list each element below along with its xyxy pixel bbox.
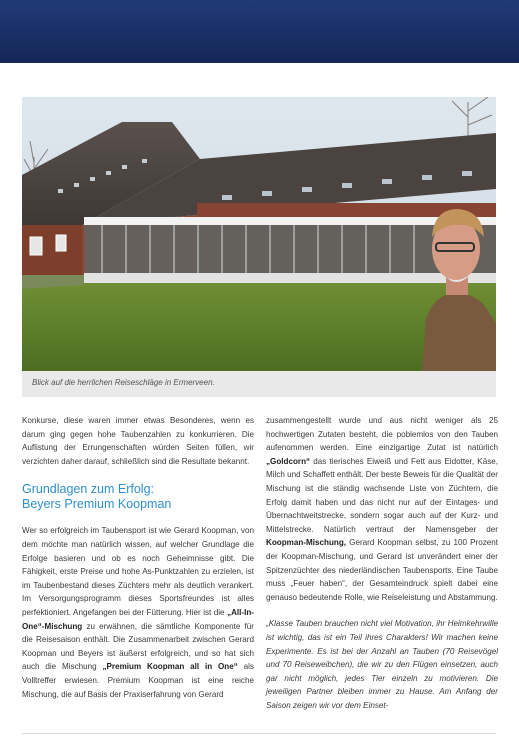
right-text-3: Gerard Koopman selbst, zu 100 Prozent der Koopman-Mischung, und Gerard ist unverändert einer der Spitzenzüchter des niederländischen Taubensports. Eine Taube muss „Feuer haben“, der Gesamteindruck spielt dabei eine genauso bedeutende Rolle, wie Reiseleistung und Abstammung.	[266, 538, 498, 602]
right-paragraph	[266, 414, 498, 604]
left-column	[22, 414, 254, 701]
goldcorn-term: „Goldcorn“	[266, 456, 311, 466]
section-heading-line2: Beyers Premium Koopman	[22, 497, 172, 512]
loft-photo	[22, 97, 496, 371]
photo-caption: Blick auf die herrlichen Reiseschläge in Ermerveen.	[22, 371, 496, 397]
body-text-3: als Volltreffer erwiesen. Premium Koopman ist eine reiche Mischung, die auf Basis der Praxiserfahrung von Gerard	[22, 662, 254, 699]
koopman-mix-term: Koopman-Mischung,	[266, 538, 347, 548]
body-text-2: zu erwähnen, die sämtliche Komponente für die Reisesaison enthält. Die Zusammenarbeit zwischen Gerard Koopman und Beyers ist äußerst erfolgreich, und so hat sich auch die Mischung	[22, 621, 254, 672]
all-in-one-mix: „All-In-One“-Mischung	[22, 607, 254, 631]
section-heading-line1: Grundlagen zum Erfolg:	[22, 482, 155, 497]
header-band	[0, 0, 519, 63]
body-text-1: Wer so erfolgreich im Taubensport ist wie Gerard Koopman, von dem möchte man natürlich wissen, auf welcher Grundlage die Erfolge basieren und ob es noch Geheimnisse gibt. Die Fähigkeit, erste Preise und hohe As-Punktzahlen zu erzielen, ist im Taubenbestand dieses Züchters mehr als deutlich verankert. Im Versorgungsprogramm dieses Sportsfreundes ist alles perfektioniert. Angefangen bei der Fütterung. Hier ist die	[22, 526, 254, 617]
right-text-1: zusammengestellt wurde und aus nicht weniger als 25 hochwertigen Zutaten besteht, die poblemlos von den Tauben aufenommen werden. Eine einzigartige Zutat ist natürlich	[266, 416, 498, 453]
right-text-2: das tierisches Eiweiß und Fett aus Eidotter, Käse, Milch und Schaffett enthält. Der beste Beweis für die Qualität der Mischung ist die ständig wachsende Liste von Züchtern, die Erfolg damit haben und das nicht nur auf der Eintages- und Übernachtweitstrecke, sondern sogar auch auf der Kurz- und Mittelstrecke. Natürlich vertraut der Namensgeber der	[266, 456, 498, 534]
section-heading	[22, 482, 254, 512]
body-paragraph	[22, 524, 254, 701]
intro-paragraph: Konkurse, diese waren immer etwas Besonderes, wenn es darum ging gegen hohe Taubenzahlen zu konkurrieren. Die Auflistung der Errungenschaften würden Seiten füllen, wir verzichten daher darauf, schließlich sind die Resultate bekannt.	[22, 416, 254, 466]
bottom-divider	[22, 733, 496, 734]
premium-koopman-mix: „Premium Koopman all in One“	[102, 662, 238, 672]
right-column	[266, 414, 498, 712]
quote-paragraph: „Klasse Tauben brauchen nicht viel Motivation, ihr Heimkehrwille ist wichtig, das ist ein Teil ihres Charakters! Wir machen keine Experimente. Es ist bei der Anzahl an Tauben (70 Reisevögel und 70 Reisewеibchen), die wir zu den Flügen einsetzen, auch gar nicht möglich, jedes Tier einzeln zu motivieren. Die jeweiligen Partner bleiben immer zu Hause. Am Anfang der Saison zeigen wir vor dem Einset-	[266, 619, 498, 710]
